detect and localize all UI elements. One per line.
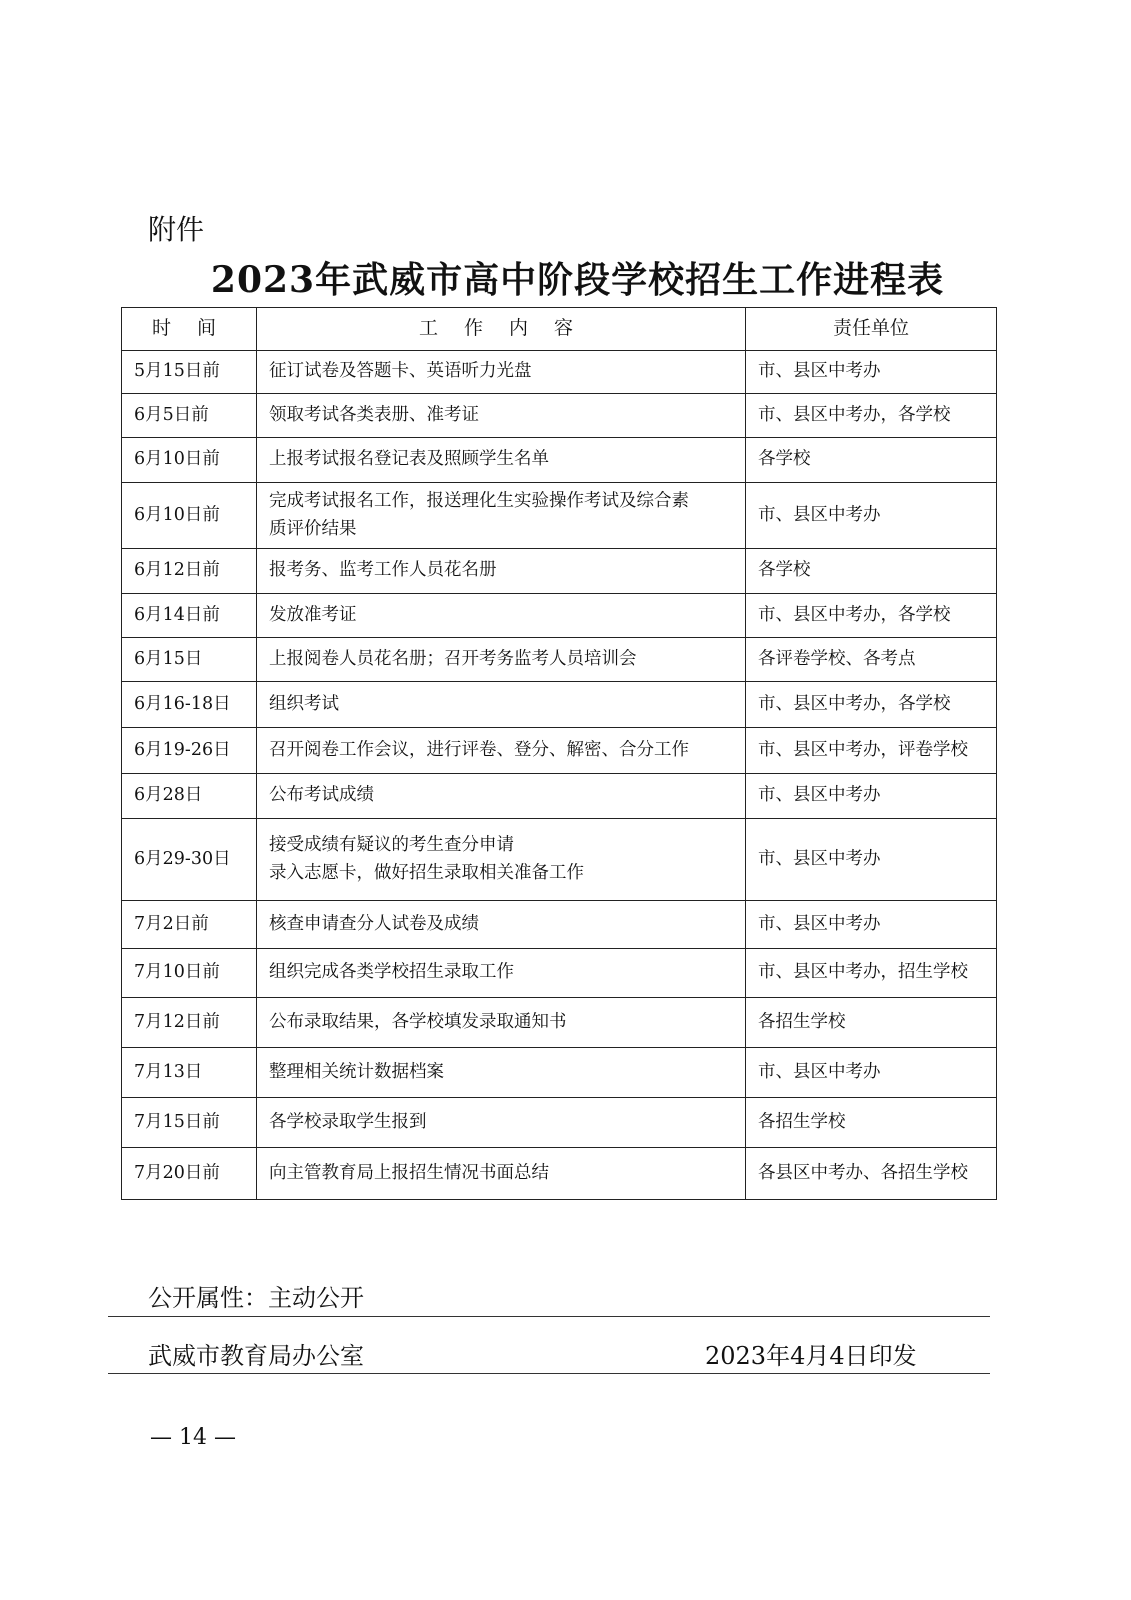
task-line: 发放准考证: [269, 604, 357, 625]
table-row: [122, 728, 997, 774]
cell-task: [257, 351, 746, 394]
cell-time: 7月13日: [122, 1048, 257, 1098]
cell-owner: 市、县区中考办: [746, 901, 997, 949]
cell-time: 6月12日前: [122, 549, 257, 594]
table-row: [122, 1048, 997, 1098]
table-row: [122, 682, 997, 728]
cell-owner: 各招生学校: [746, 1098, 997, 1148]
cell-time: 7月15日前: [122, 1098, 257, 1148]
cell-owner: 市、县区中考办: [746, 1048, 997, 1098]
table-row: [122, 998, 997, 1048]
header-owner: 责任单位: [746, 308, 997, 351]
task-line: 组织考试: [269, 693, 339, 714]
issuing-office: 武威市教育局办公室: [148, 1342, 364, 1370]
task-line: 质评价结果: [269, 518, 357, 539]
cell-task: [257, 901, 746, 949]
issue-date: 2023年4月4日印发: [705, 1342, 917, 1370]
cell-time: 6月19-26日: [122, 728, 257, 774]
table-row: [122, 819, 997, 901]
cell-task: [257, 1048, 746, 1098]
cell-task: [257, 594, 746, 638]
cell-owner: 各县区中考办、各招生学校: [746, 1148, 997, 1200]
cell-task: [257, 394, 746, 438]
cell-task: [257, 949, 746, 998]
cell-owner: 市、县区中考办: [746, 351, 997, 394]
table-row: [122, 949, 997, 998]
table-row: [122, 594, 997, 638]
footer-rule-top: [108, 1316, 990, 1317]
header-task: 工 作 内 容: [257, 308, 746, 351]
cell-time: 7月20日前: [122, 1148, 257, 1200]
cell-time: 7月12日前: [122, 998, 257, 1048]
table-row: [122, 438, 997, 483]
task-line: 核查申请查分人试卷及成绩: [269, 913, 479, 934]
footer-rule-bottom: [108, 1373, 990, 1374]
task-line: 向主管教育局上报招生情况书面总结: [269, 1162, 549, 1183]
cell-task: [257, 998, 746, 1048]
cell-time: 7月2日前: [122, 901, 257, 949]
cell-time: 7月10日前: [122, 949, 257, 998]
task-line: 上报考试报名登记表及照顾学生名单: [269, 449, 549, 470]
task-line: 整理相关统计数据档案: [269, 1061, 444, 1082]
cell-time: 5月15日前: [122, 351, 257, 394]
cell-owner: 市、县区中考办，各学校: [746, 682, 997, 728]
table-row: [122, 1148, 997, 1200]
cell-task: [257, 1098, 746, 1148]
cell-owner: 市、县区中考办: [746, 774, 997, 819]
table-row: [122, 483, 997, 549]
task-line: 报考务、监考工作人员花名册: [269, 560, 497, 581]
task-line: 各学校录取学生报到: [269, 1111, 427, 1132]
cell-task: [257, 483, 746, 549]
cell-time: 6月29-30日: [122, 819, 257, 901]
task-line: 公布录取结果，各学校填发录取通知书: [269, 1011, 567, 1032]
task-line: 公布考试成绩: [269, 785, 374, 806]
cell-task: [257, 438, 746, 483]
cell-owner: 各评卷学校、各考点: [746, 638, 997, 682]
cell-owner: 各学校: [746, 549, 997, 594]
cell-owner: 市、县区中考办: [746, 483, 997, 549]
task-line: 接受成绩有疑议的考生查分申请: [269, 835, 514, 856]
cell-time: 6月15日: [122, 638, 257, 682]
page-number: — 14 —: [150, 1425, 236, 1450]
cell-time: 6月16-18日: [122, 682, 257, 728]
cell-owner: 市、县区中考办，评卷学校: [746, 728, 997, 774]
cell-time: 6月14日前: [122, 594, 257, 638]
table-row: [122, 549, 997, 594]
task-line: 录入志愿卡，做好招生录取相关准备工作: [269, 862, 584, 883]
table-row: [122, 1098, 997, 1148]
attachment-label: 附件: [148, 213, 205, 246]
task-line: 召开阅卷工作会议，进行评卷、登分、解密、合分工作: [269, 739, 689, 760]
table-row: [122, 351, 997, 394]
task-line: 组织完成各类学校招生录取工作: [269, 962, 514, 983]
cell-task: [257, 774, 746, 819]
document-title: 2023年武威市高中阶段学校招生工作进程表: [210, 259, 945, 301]
cell-task: [257, 638, 746, 682]
cell-task: [257, 1148, 746, 1200]
cell-time: 6月10日前: [122, 483, 257, 549]
table-header-row: [122, 308, 997, 351]
table-row: [122, 638, 997, 682]
cell-time: 6月28日: [122, 774, 257, 819]
cell-owner: 市、县区中考办，招生学校: [746, 949, 997, 998]
cell-owner: 各学校: [746, 438, 997, 483]
cell-owner: 市、县区中考办，各学校: [746, 394, 997, 438]
task-line: 征订试卷及答题卡、英语听力光盘: [269, 361, 532, 382]
task-line: 上报阅卷人员花名册；召开考务监考人员培训会: [269, 648, 637, 669]
cell-owner: 各招生学校: [746, 998, 997, 1048]
cell-task: [257, 728, 746, 774]
cell-time: 6月5日前: [122, 394, 257, 438]
table-row: [122, 901, 997, 949]
task-line: 完成考试报名工作，报送理化生实验操作考试及综合素: [269, 491, 689, 512]
schedule-table: [121, 307, 997, 1200]
cell-owner: 市、县区中考办: [746, 819, 997, 901]
cell-task: [257, 819, 746, 901]
task-line: 领取考试各类表册、准考证: [269, 404, 479, 425]
cell-time: 6月10日前: [122, 438, 257, 483]
cell-owner: 市、县区中考办，各学校: [746, 594, 997, 638]
table-row: [122, 394, 997, 438]
header-time: 时 间: [122, 308, 257, 351]
cell-task: [257, 549, 746, 594]
table-row: [122, 774, 997, 819]
disclosure-attribute: 公开属性：主动公开: [148, 1284, 364, 1312]
cell-task: [257, 682, 746, 728]
